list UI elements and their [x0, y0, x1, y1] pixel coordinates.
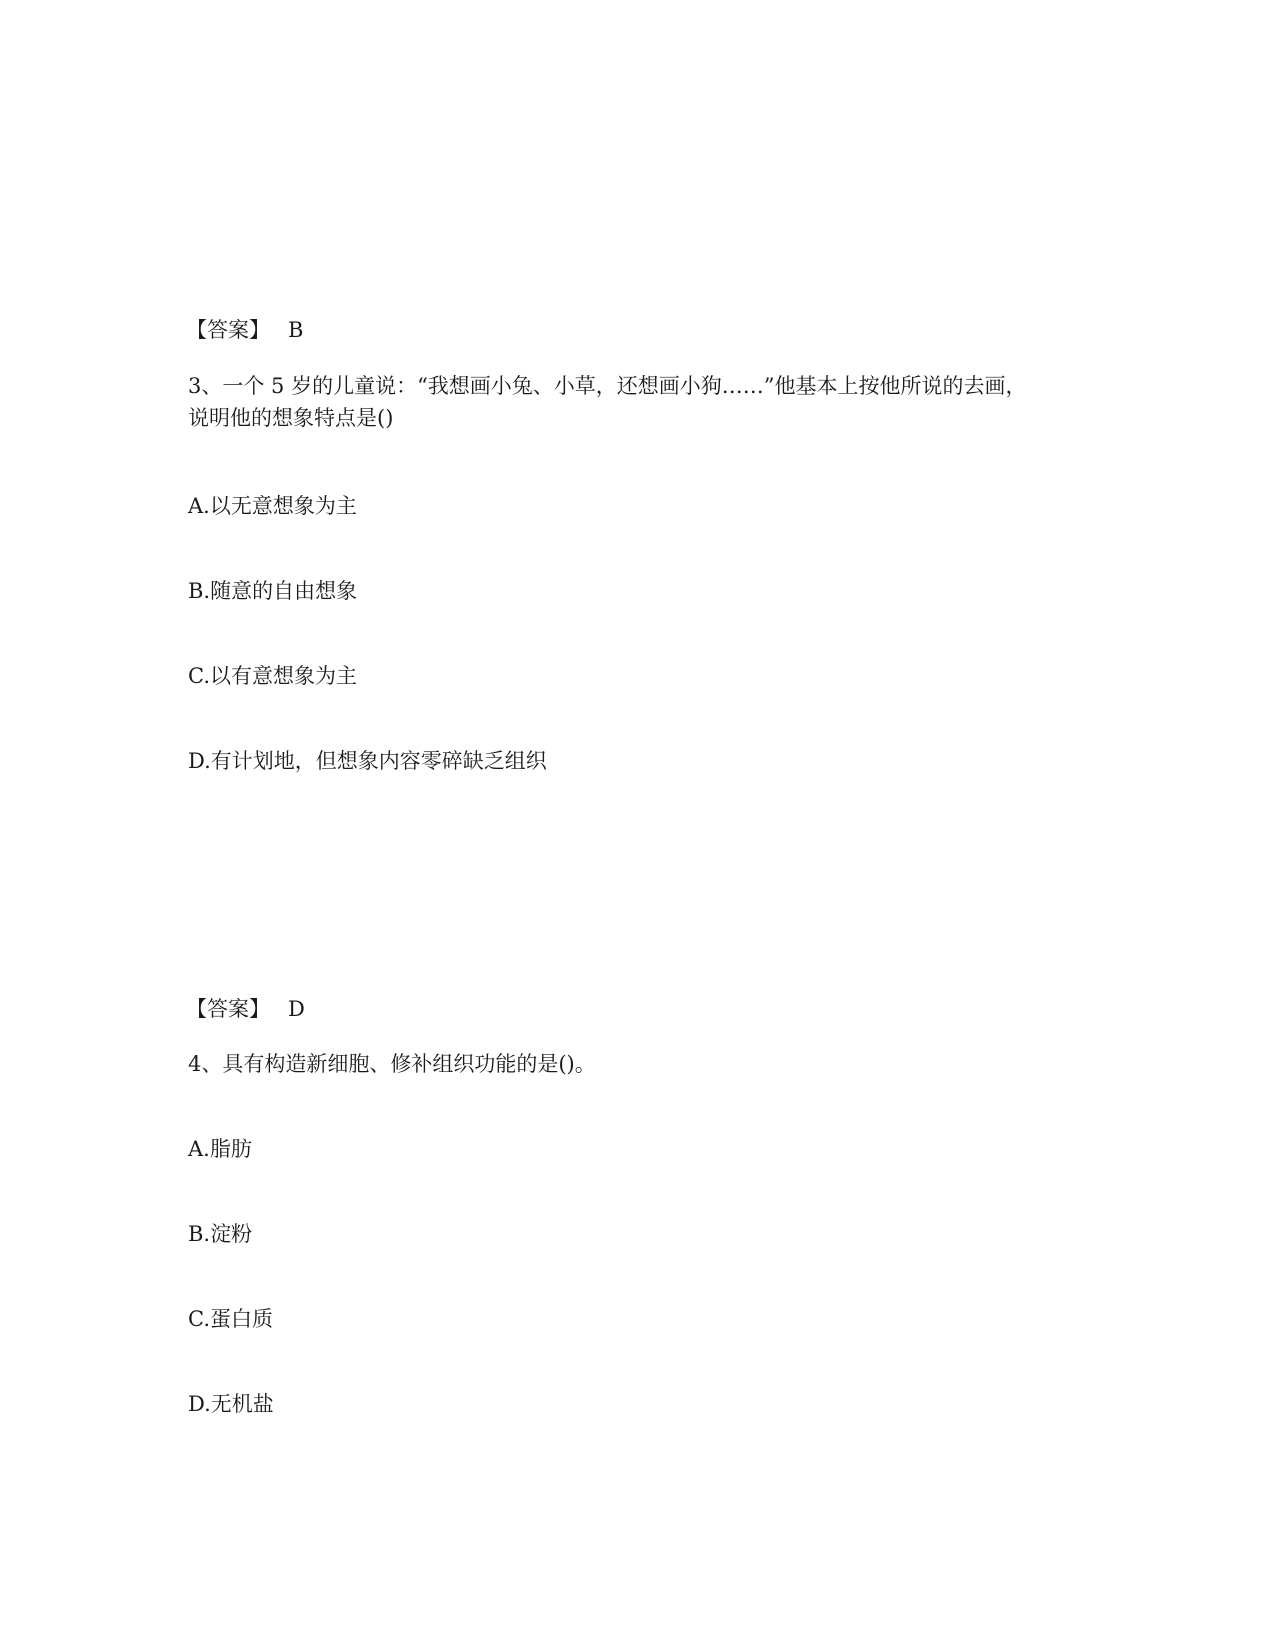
- question-3-option-a: A.以无意想象为主: [188, 494, 357, 518]
- answer-label: 【答案】: [186, 997, 270, 1021]
- question-4-option-b: B.淀粉: [188, 1222, 253, 1246]
- answer-line: [186, 316, 303, 344]
- question-4-option-a: A.脂肪: [188, 1137, 252, 1161]
- question-3-option-d: D.有计划地，但想象内容零碎缺乏组织: [188, 749, 547, 773]
- question-3-text-line1: 3、一个 5 岁的儿童说：“我想画小兔、小草，还想画小狗……”他基本上按他所说的去画，: [188, 374, 1027, 398]
- question-4-text: 4、具有构造新细胞、修补组织功能的是()。: [188, 1052, 596, 1076]
- question-3-text-line2: 说明他的想象特点是(): [188, 406, 394, 430]
- question-3-option-c: C.以有意想象为主: [188, 664, 357, 688]
- question-4-option-c: C.蛋白质: [188, 1307, 273, 1331]
- question-3-option-b: B.随意的自由想象: [188, 579, 358, 603]
- question-4-option-d: D.无机盐: [188, 1392, 274, 1416]
- answer-line: [186, 995, 305, 1023]
- answer-value: D: [288, 997, 305, 1021]
- answer-label: 【答案】: [186, 318, 270, 342]
- answer-value: B: [288, 318, 304, 342]
